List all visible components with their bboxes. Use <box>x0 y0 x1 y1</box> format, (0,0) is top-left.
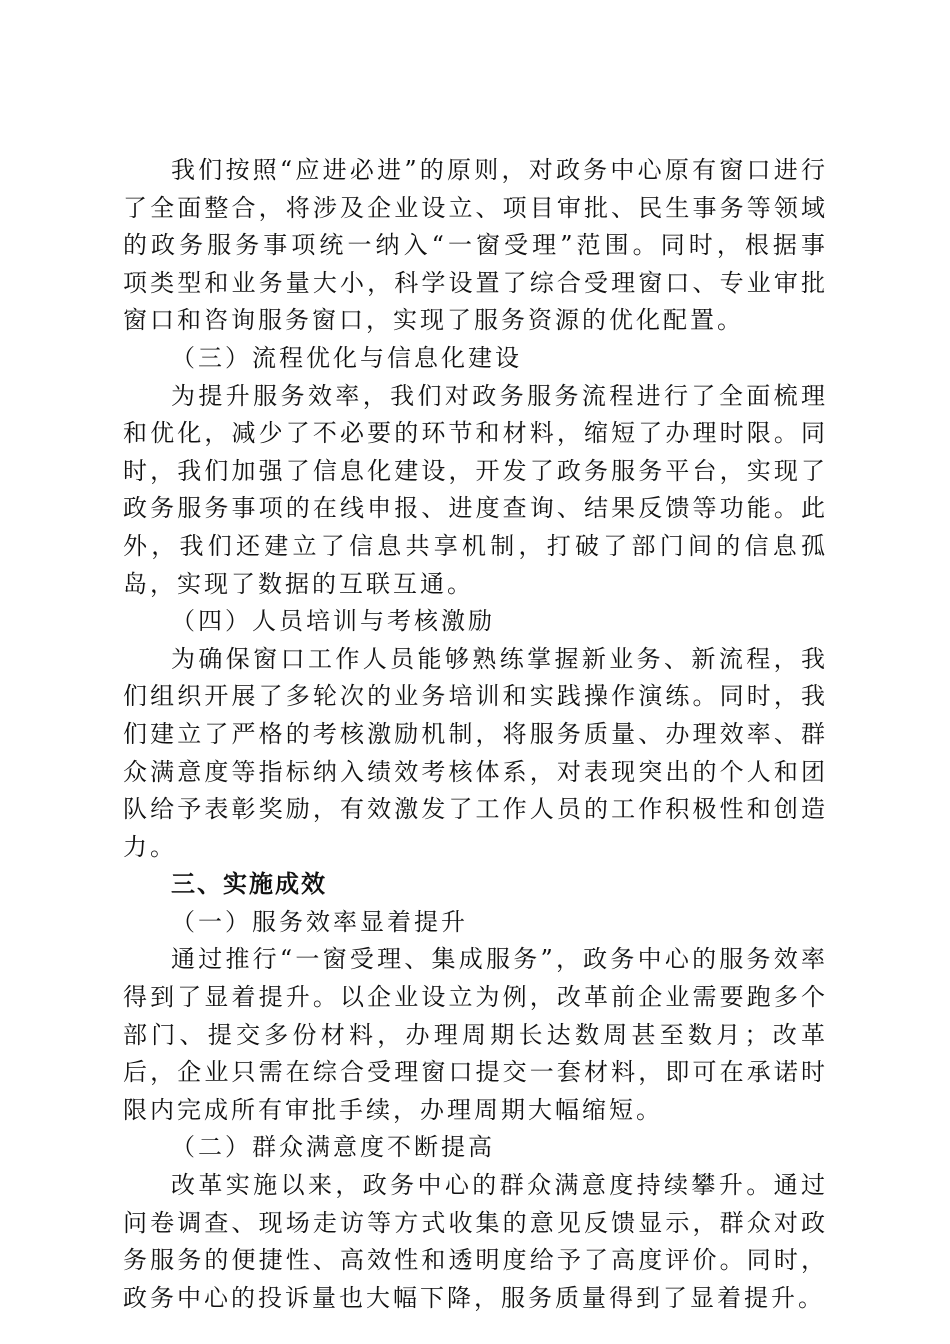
paragraph-window-integration: 我们按照“应进必进”的原则，对政务中心原有窗口进行了全面整合，将涉及企业设立、项目审批、民生事务等领域的政务服务事项统一纳入“一窗受理”范围。同时，根据事项类型和业务量大小，科学设置了综合受理窗口、专业审批窗口和咨询服务窗口，实现了服务资源的优化配置。 <box>123 156 828 335</box>
subheading-staff-training: （四）人员培训与考核激励 <box>171 607 495 636</box>
paragraph-efficiency: 通过推行“一窗受理、集成服务”，政务中心的服务效率得到了显着提升。以企业设立为例，改革前企业需要跑多个部门、提交多份材料，办理周期长达数周甚至数月；改革后，企业只需在综合受理窗口提交一套材料，即可在承诺时限内完成所有审批手续，办理周期大幅缩短。 <box>123 945 828 1124</box>
subheading-efficiency: （一）服务效率显着提升 <box>171 907 468 936</box>
paragraph-staff-training: 为确保窗口工作人员能够熟练掌握新业务、新流程，我们组织开展了多轮次的业务培训和实践操作演练。同时，我们建立了严格的考核激励机制，将服务质量、办理效率、群众满意度等指标纳入绩效考核体系，对表现突出的个人和团队给予表彰奖励，有效激发了工作人员的工作积极性和创造力。 <box>123 644 828 861</box>
paragraph-process-optimization: 为提升服务效率，我们对政务服务流程进行了全面梳理和优化，减少了不必要的环节和材料，缩短了办理时限。同时，我们加强了信息化建设，开发了政务服务平台，实现了政务服务事项的在线申报、进度查询、结果反馈等功能。此外，我们还建立了信息共享机制，打破了部门间的信息孤岛，实现了数据的互联互通。 <box>123 381 828 598</box>
subheading-satisfaction: （二）群众满意度不断提高 <box>171 1133 495 1162</box>
paragraph-satisfaction: 改革实施以来，政务中心的群众满意度持续攀升。通过问卷调查、现场走访等方式收集的意见反馈显示，群众对政务服务的便捷性、高效性和透明度给予了高度评价。同时，政务中心的投诉量也大幅下降，服务质量得到了显着提升。 <box>123 1171 828 1312</box>
section-heading-results: 三、实施成效 <box>171 870 327 899</box>
subheading-process-optimization: （三）流程优化与信息化建设 <box>171 343 522 372</box>
document-body <box>123 152 828 1317</box>
